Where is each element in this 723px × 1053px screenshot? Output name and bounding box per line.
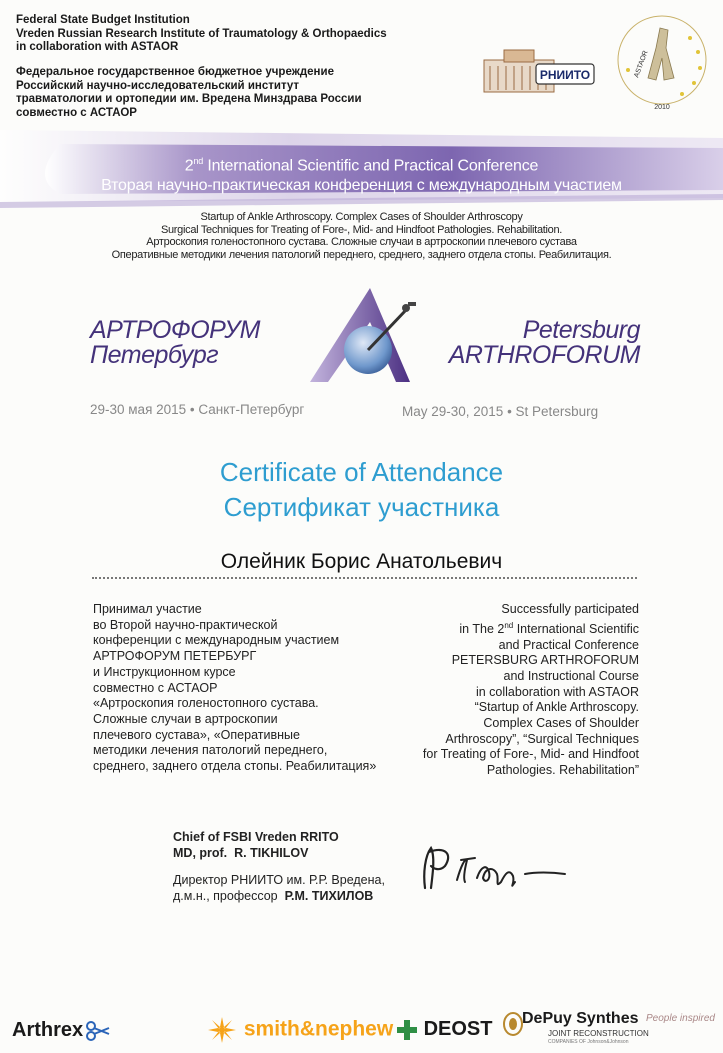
body-en-line: in collaboration with ASTAOR xyxy=(475,684,639,699)
conference-title-ru: Вторая научно-практическая конференция с международным участием xyxy=(101,177,622,195)
conference-title-en xyxy=(0,151,723,176)
body-en-line: “Startup of Ankle Arthroscopy. xyxy=(474,700,639,715)
body-ru-line: и Инструкционном курсе xyxy=(93,664,236,679)
signatory-en-name-line xyxy=(173,845,339,861)
participant-name: Олейник Борис Анатольевич xyxy=(220,550,503,573)
arthroforum-en-line2: ARTHROFORUM xyxy=(448,341,640,369)
body-ru-line: совместно с АСТАОР xyxy=(93,680,218,695)
arthrex-logo-text: Arthrex xyxy=(12,1019,84,1041)
astaor-logo xyxy=(612,8,712,118)
deost-text: DEOST xyxy=(423,1018,493,1040)
header-institution-en xyxy=(16,14,387,55)
conference-topics xyxy=(0,211,723,261)
smith-nephew-text: smith&nephew xyxy=(243,1017,394,1041)
participation-text-en xyxy=(423,602,639,779)
conference-title xyxy=(0,151,723,196)
header-institution-ru xyxy=(16,66,362,120)
signatory-ru-name-line xyxy=(173,888,385,904)
depuy-emblem-icon xyxy=(502,1011,524,1037)
body-en-line: PETERSBURG ARTHROFORUM xyxy=(451,653,639,668)
header-en-line: Federal State Budget Institution xyxy=(16,14,190,26)
body-en-line: Pathologies. Rehabilitation” xyxy=(486,763,639,778)
astaor-logo-text: ASTAOR xyxy=(633,49,650,79)
smith-nephew-star-icon xyxy=(206,1017,238,1043)
arthrex-scissors-icon xyxy=(83,1020,111,1042)
body-en-line: Arthroscopy”, “Surgical Techniques xyxy=(445,731,639,746)
topic-line: Артроскопия голеностопного сустава. Сложные случаи в артроскопии плечевого сустава xyxy=(146,236,577,248)
header-ru-line: травматологии и ортопедии им. Вредена Минздрава России xyxy=(16,93,362,105)
conference-number: 2 xyxy=(184,157,194,175)
conference-title-en-text: International Scientific and Practical Conference xyxy=(203,157,539,175)
smith-nephew-logo xyxy=(206,1017,393,1043)
body-ru-line: Принимал участие xyxy=(93,602,202,616)
body-en-line: and Practical Conference xyxy=(498,637,639,652)
body-ru-line: Сложные случаи в артроскопии xyxy=(93,711,278,726)
signatory-en xyxy=(173,829,339,861)
body-en-line2-sup: nd xyxy=(504,620,514,630)
signatory-en-title: Chief of FSBI Vreden RRITO xyxy=(173,830,339,844)
participation-text-ru xyxy=(93,602,376,775)
body-ru-line: среднего, заднего отдела стопы. Реабилитация» xyxy=(93,759,377,774)
deost-logo xyxy=(396,1018,492,1041)
header-en-line: Vreden Russian Research Institute of Traumatology & Orthopaedics xyxy=(16,27,387,40)
certificate-title xyxy=(0,455,723,525)
body-en-line2-pre: in The xyxy=(459,621,498,636)
event-date-ru: 29-30 мая 2015 • Санкт-Петербург xyxy=(90,402,305,417)
body-ru-line: плечевого сустава», «Оперативные xyxy=(93,727,300,742)
body-ru-line: методики лечения патологий переднего, xyxy=(93,743,328,758)
topic-line: Startup of Ankle Arthroscopy. Complex Cases of Shoulder Arthroscopy xyxy=(200,211,523,223)
signatory-ru xyxy=(173,872,385,904)
body-en-line2-post: International Scientific xyxy=(513,621,639,636)
arthrex-logo xyxy=(12,1019,111,1042)
signatory-ru-title: Директор РНИИТО им. Р.Р. Вредена, xyxy=(173,873,385,887)
depuy-parent-company: COMPANIES OF Johnson&Johnson xyxy=(548,1039,629,1045)
conference-ordinal: nd xyxy=(193,156,204,166)
body-en-line2-num: 2 xyxy=(497,621,505,636)
depuy-tagline: People inspired xyxy=(646,1013,715,1024)
event-date-en: May 29-30, 2015 • St Petersburg xyxy=(402,404,599,419)
body-en-line xyxy=(423,618,639,638)
arthroforum-en-line1: Petersburg xyxy=(522,316,640,344)
depuy-synthes-text: DePuy Synthes xyxy=(522,1010,639,1027)
arthroforum-en xyxy=(440,318,640,368)
arthroforum-ru xyxy=(90,318,260,368)
depuy-joint-reconstruction: JOINT RECONSTRUCTION xyxy=(548,1029,649,1038)
name-dotted-line xyxy=(92,577,637,579)
certificate-title-ru: Сертификат участника xyxy=(223,492,500,522)
signatory-ru-name: Р.М. ТИХИЛОВ xyxy=(284,889,374,903)
signatory-ru-degree: д.м.н., профессор xyxy=(173,889,278,903)
header-ru-line: совместно с АСТАОР xyxy=(16,106,137,119)
handwritten-signature xyxy=(405,838,575,898)
body-en-line: Complex Cases of Shoulder xyxy=(483,716,639,731)
header-ru-line: Федеральное государственное бюджетное учреждение xyxy=(16,66,334,78)
body-en-line: and Instructional Course xyxy=(503,668,639,683)
body-ru-line: конференции с международным участием xyxy=(93,633,340,648)
deost-cross-icon xyxy=(396,1019,418,1041)
header-en-line: in collaboration with ASTAOR xyxy=(16,41,179,53)
arthroforum-emblem xyxy=(298,282,438,392)
sponsor-logos xyxy=(0,1005,723,1050)
rniito-logo xyxy=(480,40,600,100)
body-ru-line: «Артроскопия голеностопного сустава. xyxy=(93,696,319,711)
arthroforum-ru-line2: Петербург xyxy=(90,341,219,369)
rniito-logo-text: РНИИТО xyxy=(539,68,591,82)
astaor-year: 2010 xyxy=(654,104,670,111)
body-en-line: Successfully participated xyxy=(501,602,639,616)
arthroforum-ru-line1: АРТРОФОРУМ xyxy=(90,316,261,344)
certificate-title-en: Certificate of Attendance xyxy=(219,457,504,487)
body-ru-line: во Второй научно-практической xyxy=(93,617,278,632)
topic-line: Surgical Techniques for Treating of Fore-, Mid- and Hindfoot Pathologies. Rehabilitation. xyxy=(160,223,563,236)
body-ru-line: АРТРОФОРУМ ПЕТЕРБУРГ xyxy=(93,649,257,664)
signatory-en-name: R. TIKHILOV xyxy=(234,846,309,860)
topic-line: Оперативные методики лечения патологий переднего, среднего, заднего отдела стопы. Реабилитация. xyxy=(111,248,612,261)
signatory-en-degree: MD, prof. xyxy=(173,846,228,860)
header-ru-line: Российский научно-исследовательский институт xyxy=(16,79,300,92)
body-en-line: for Treating of Fore-, Mid- and Hindfoot xyxy=(422,747,639,762)
